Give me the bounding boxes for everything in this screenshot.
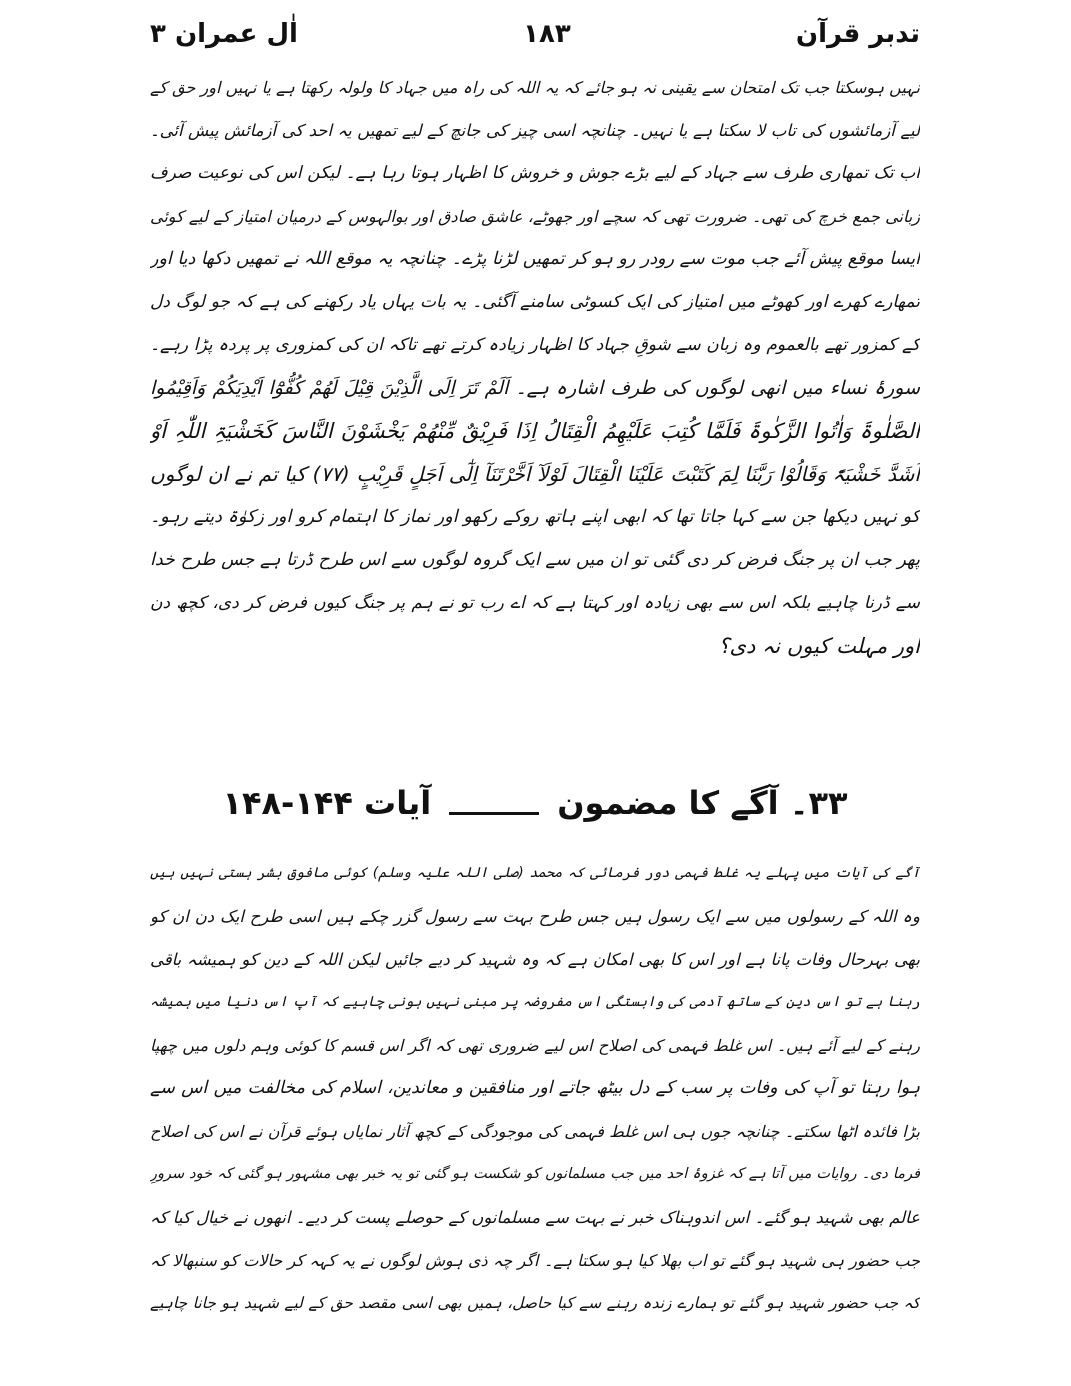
heading-dash bbox=[449, 812, 539, 815]
text-line: پھر جب ان پر جنگ فرض کر دی گئی تو ان میں سے ایک گروہ لوگوں سے اس طرح ڈرتا ہے جس طرح خدا bbox=[150, 550, 920, 570]
text-line: آگے کی آیات میں پہلے یہ غلط فہمی دور فرمائی کہ محمد (صلی اللہ علیہ وسلم) کوئی مافوق بشر ہستی نہیں ہیں bbox=[150, 865, 920, 881]
text-line: رہنا ہے تو اس دین کے ساتھ آدمی کی وابستگی اس مفروضہ پر مبنی نہیں ہونی چاہیے کہ آپ اس دنیا میں ہمیشہ bbox=[150, 994, 920, 1010]
paragraph-next-topic bbox=[150, 852, 920, 1325]
text-line: وہ اللہ کے رسولوں میں سے ایک رسول ہیں جس طرح بہت سے رسول گزر چکے ہیں اسی طرح ایک دن ان کو bbox=[150, 907, 920, 926]
book-title: تدبر قرآن bbox=[795, 19, 920, 49]
text-line: ہوا رہتا تو آپ کی وفات پر سب کے دل بیٹھ جاتے اور منافقین و معاندین، اسلام کی مخالفت میں اس سے bbox=[150, 1078, 920, 1098]
text-line: تمھارے کھرے اور کھوٹے میں امتیاز کی ایک کسوٹی سامنے آگئی۔ یہ بات یہاں یاد رکھنے کی ہے کہ جو لوگ دل bbox=[150, 292, 920, 312]
text-line: اب تک تمھاری طرف سے جہاد کے لیے بڑے جوش و خروش کا اظہار ہوتا رہا ہے۔ لیکن اس کی نوعیت صرف bbox=[150, 163, 920, 183]
text-line: لیے آزمائشوں کی تاب لا سکتا ہے یا نہیں۔ چنانچہ اسی چیز کی جانچ کے لیے تمھیں یہ احد کی آزمائش پیش آئی۔ bbox=[150, 121, 920, 140]
surah-label: اٰل عمران ۳ bbox=[150, 19, 298, 49]
text-line: زبانی جمع خرچ کی تھی۔ ضرورت تھی کہ سچے اور جھوٹے، عاشق صادق اور بوالہوس کے درمیان امتیاز کے لیے کوئی bbox=[150, 207, 920, 226]
text-line: کو نہیں دیکھا جن سے کہا جاتا تھا کہ ابھی اپنے ہاتھ روکے رکھو اور نماز کا اہتمام کرو اور زکوٰۃ دیتے رہو۔ bbox=[150, 507, 920, 527]
quran-quote-line: اَشَدَّ خَشْیَۃً وَقَالُوْا رَبَّنَا لِمَ کَتَبْتَ عَلَیْنَا الْقِتَالَ لَوْلَآ اَخَّرْتَنَآ اِلٰٓی اَجَلٍ قَرِیْبٍ (۷۷) کیا تم نے ان لوگوں bbox=[150, 462, 920, 486]
text-line: ایسا موقع پیش آئے جب موت سے رودر رو ہو کر تمھیں لڑنا پڑے۔ چنانچہ یہ موقع اللہ نے تمھیں دکھا دیا اور bbox=[150, 249, 920, 269]
paragraph-commentary bbox=[150, 66, 920, 668]
text-line: بڑا فائدہ اٹھا سکتے۔ چنانچہ جوں ہی اس غلط فہمی کی موجودگی کے کچھ آثار نمایاں ہوئے قرآن نے اس کی اصلاح bbox=[150, 1122, 920, 1141]
page-number: ۱۸۳ bbox=[523, 19, 571, 49]
section-heading bbox=[215, 775, 855, 831]
text-line: بھی بہرحال وفات پانا ہے اور اس کا بھی امکان ہے کہ وہ شہید کر دیے جائیں لیکن اللہ کے دین کو ہمیشہ باقی bbox=[150, 950, 920, 969]
page-header bbox=[150, 14, 920, 54]
text-line: سے ڈرنا چاہیے بلکہ اس سے بھی زیادہ اور کہتا ہے کہ اے رب تو نے ہم پر جنگ کیوں فرض کر دی، کچھ دن bbox=[150, 593, 920, 613]
section-verses: آیات ۱۴۴-۱۴۸ bbox=[222, 784, 432, 822]
text-line: سورۂ نساء میں انھی لوگوں کی طرف اشارہ ہے۔ اَلَمْ تَرَ اِلَی الَّذِیْنَ قِیْلَ لَھُمْ کُفُّوْٓا اَیْدِیَکُمْ وَاَقِیْمُوا bbox=[150, 377, 920, 399]
quran-quote-line: الصَّلٰوۃَ وَاٰتُوا الزَّکٰوۃَ فَلَمَّا کُتِبَ عَلَیْھِمُ الْقِتَالُ اِذَا فَرِیْقٌ مِّنْھُمْ یَخْشَوْنَ النَّاسَ کَخَشْیَۃِ اللّٰہِ اَوْ bbox=[150, 419, 920, 443]
text-line: فرما دی۔ روایات میں آتا ہے کہ غزوۂ احد میں جب مسلمانوں کو شکست ہو گئی تو یہ خبر بھی مشہور ہو گئی کہ خود سرورِ bbox=[150, 1166, 920, 1182]
text-line: کے کمزور تھے بالعموم وہ زبان سے شوقِ جہاد کا اظہار زیادہ کرتے تھے تاکہ ان کی کمزوری پر پردہ پڑا رہے۔ bbox=[150, 335, 920, 355]
text-line: نہیں ہوسکتا جب تک امتحان سے یقینی نہ ہو جائے کہ یہ اللہ کی راہ میں جہاد کا ولولہ رکھتا ہے یا نہیں اور حق کے bbox=[150, 78, 920, 97]
text-line: جب حضور ہی شہید ہو گئے تو اب بھلا کیا ہو سکتا ہے۔ اگر چہ ذی ہوش لوگوں نے یہ کہہ کر حالات کو سنبھالا کہ bbox=[150, 1251, 920, 1270]
text-line: کہ جب حضور شہید ہو گئے تو ہمارے زندہ رہنے سے کیا حاصل، ہمیں بھی اسی مقصد حق کے لیے شہید ہو جانا چاہیے bbox=[150, 1294, 920, 1312]
text-line: اور مہلت کیوں نہ دی؟ bbox=[718, 634, 920, 658]
text-line: رہنے کے لیے آئے ہیں۔ اس غلط فہمی کی اصلاح اس لیے ضروری تھی کہ اگر اس قسم کا کوئی وہم دلوں میں چھپا bbox=[150, 1036, 920, 1055]
text-line: عالم بھی شہید ہو گئے۔ اس اندوہناک خبر نے بہت سے مسلمانوں کے حوصلے پست کر دیے۔ انھوں نے خیال کیا کہ bbox=[150, 1208, 920, 1227]
section-title: ۳۳۔ آگے کا مضمون bbox=[557, 784, 848, 822]
